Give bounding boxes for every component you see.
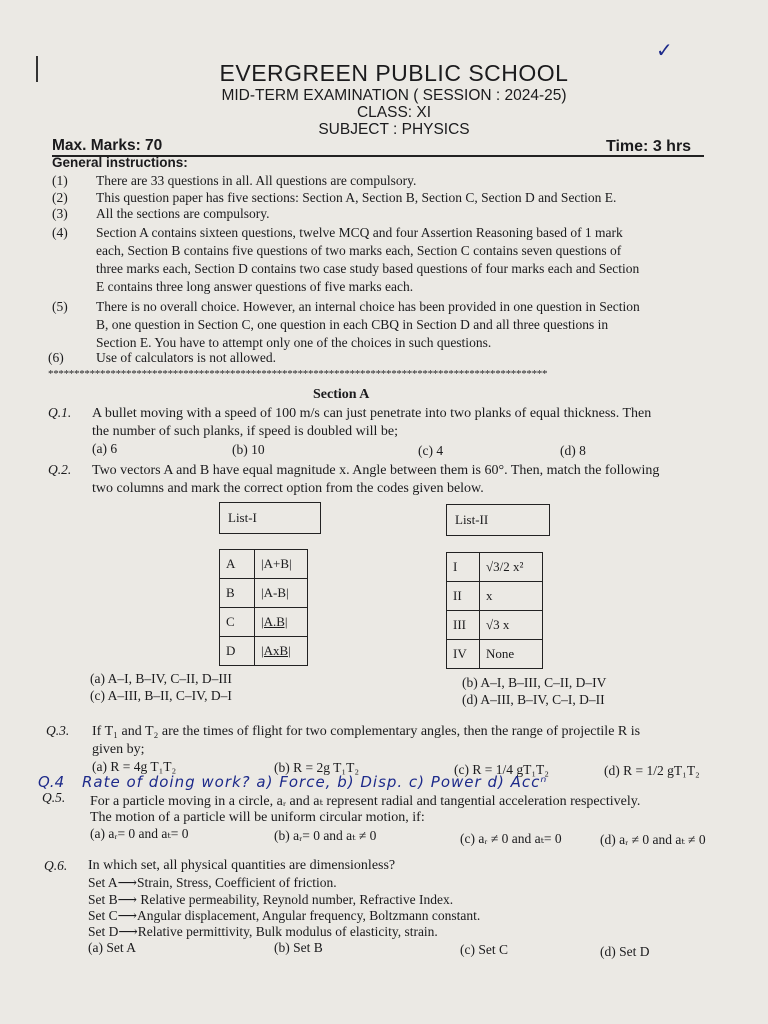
option: (d) 8 (560, 443, 586, 458)
option: (a) A–I, B–IV, C–II, D–III (90, 671, 232, 686)
star-divider: ************************************************************************************************ (48, 368, 548, 380)
question-number: Q.3. (46, 723, 70, 738)
table-cell: None (480, 640, 543, 669)
table-row (220, 608, 308, 637)
instruction-line: This question paper has five sections: Section A, Section B, Section C, Section D and Section E. (96, 190, 617, 205)
question-text: Two vectors A and B have equal magnitude x. Angle between them is 60°. Then, match the following (92, 463, 660, 478)
instruction-line: All the sections are compulsory. (96, 206, 270, 221)
list-1-table (219, 549, 308, 666)
option: (c) Set C (460, 942, 508, 957)
instruction-line: Use of calculators is not allowed. (96, 350, 276, 365)
table-cell: III (447, 611, 480, 640)
table-cell: B (220, 579, 255, 608)
option: (a) 6 (92, 441, 118, 456)
instructions-title: General instructions: (52, 155, 188, 170)
section-title: Section A (313, 387, 370, 402)
list-1-header: List-I (219, 502, 321, 534)
question-number: Q.1. (48, 405, 72, 420)
question-text: Set D⟶Relative permittivity, Bulk modulus of elasticity, strain. (88, 924, 438, 939)
option: (d) Set D (600, 944, 650, 959)
subject-label: SUBJECT : PHYSICS (318, 121, 470, 138)
handwritten-question: Rate of doing work? a) Force, b) Disp. c) Power d) Accⁿ (82, 773, 548, 791)
instruction-number: (4) (52, 225, 68, 240)
table-row (447, 640, 543, 669)
table-cell: II (447, 582, 480, 611)
option: (a) Set A (88, 940, 136, 955)
list-2-table (446, 552, 543, 669)
option: (d) R = 1/2 gT₁T₂ (604, 763, 700, 778)
table-cell: |A-B| (255, 579, 308, 608)
question-number: Q.2. (48, 462, 72, 477)
table-cell: D (220, 637, 255, 666)
question-text: Set C⟶Angular displacement, Angular frequency, Boltzmann constant. (88, 908, 481, 923)
instruction-line: three marks each, Section D contains two case study based questions of four marks each and Section (96, 261, 640, 276)
table-cell: I (447, 553, 480, 582)
instruction-line: Section A contains sixteen questions, twelve MCQ and four Assertion Reasoning based of 1 mark (96, 225, 623, 240)
handwritten-question-number: Q.4 (38, 773, 65, 791)
table-row (447, 553, 543, 582)
table-row (447, 582, 543, 611)
question-number: Q.6. (44, 858, 68, 873)
option: (b) 10 (232, 442, 265, 457)
table-row (220, 637, 308, 666)
option: (c) 4 (418, 443, 444, 458)
table-cell: |A.B| (255, 608, 308, 637)
instruction-number: (5) (52, 299, 68, 314)
question-text: In which set, all physical quantities are dimensionless? (88, 858, 396, 873)
school-name: EVERGREEN PUBLIC SCHOOL (219, 60, 569, 86)
table-row (220, 579, 308, 608)
question-text: If T₁ and T₂ are the times of flight for two complementary angles, then the range of projectile R is (92, 724, 641, 739)
instruction-number: (6) (48, 350, 64, 365)
option: (b) aᵣ= 0 and aₜ ≠ 0 (274, 828, 377, 843)
table-row (220, 550, 308, 579)
exam-title: MID-TERM EXAMINATION ( SESSION : 2024-25) (221, 87, 567, 104)
question-text: For a particle moving in a circle, aᵣ and aₜ represent radial and tangential acceleration respectively. (90, 794, 641, 809)
instruction-line: E contains three long answer questions of five marks each. (96, 279, 414, 294)
tick-mark: ✓ (656, 38, 673, 62)
instruction-line: There are 33 questions in all. All questions are compulsory. (96, 173, 417, 188)
table-cell: |A+B| (255, 550, 308, 579)
option: (c) A–III, B–II, C–IV, D–I (90, 688, 232, 703)
instruction-number: (2) (52, 190, 68, 205)
instruction-number: (3) (52, 206, 68, 221)
question-text: the number of such planks, if speed is doubled will be; (92, 424, 398, 439)
option: (b) Set B (274, 940, 323, 955)
table-cell: x (480, 582, 543, 611)
table-cell: √3 x (480, 611, 543, 640)
instruction-line: B, one question in Section C, one question in each CBQ in Section D and all three questions in (96, 317, 609, 332)
time-allowed: Time: 3 hrs (606, 138, 692, 155)
table-cell: √3/2 x² (480, 553, 543, 582)
table-cell: |AxB| (255, 637, 308, 666)
option: (a) R = 4g T₁T₂ (92, 759, 177, 774)
option: (d) A–III, B–IV, C–I, D–II (462, 692, 605, 707)
list-2-header: List-II (446, 504, 550, 536)
question-number: Q.5. (42, 790, 66, 805)
question-text: given by; (92, 742, 145, 757)
class-label: CLASS: XI (356, 104, 432, 121)
table-cell: A (220, 550, 255, 579)
instruction-line: There is no overall choice. However, an internal choice has been provided in one question in Section (96, 299, 640, 314)
instruction-line: Section E. You have to attempt only one of the choices in such questions. (96, 335, 492, 350)
option: (c) R = 1/4 gT₁T₂ (454, 762, 550, 777)
question-text: Set B⟶ Relative permeability, Reynold number, Refractive Index. (88, 892, 454, 907)
question-text: Set A⟶Strain, Stress, Coefficient of friction. (88, 875, 337, 890)
option: (c) aᵣ ≠ 0 and aₜ= 0 (460, 831, 562, 846)
question-text: A bullet moving with a speed of 100 m/s can just penetrate into two planks of equal thickness. Then (92, 406, 652, 421)
instruction-number: (1) (52, 173, 68, 188)
option: (b) A–I, B–III, C–II, D–IV (462, 675, 607, 690)
max-marks: Max. Marks: 70 (52, 137, 163, 154)
option: (b) R = 2g T₁T₂ (274, 760, 360, 775)
question-text: The motion of a particle will be uniform circular motion, if: (90, 810, 425, 825)
table-row (447, 611, 543, 640)
option: (a) aᵣ= 0 and aₜ= 0 (90, 826, 189, 841)
question-text: two columns and mark the correct option from the codes given below. (92, 481, 484, 496)
option: (d) aᵣ ≠ 0 and aₜ ≠ 0 (600, 832, 706, 847)
table-cell: IV (447, 640, 480, 669)
instruction-line: each, Section B contains five questions of two marks each, Section C contains seven questions of (96, 243, 622, 258)
table-cell: C (220, 608, 255, 637)
